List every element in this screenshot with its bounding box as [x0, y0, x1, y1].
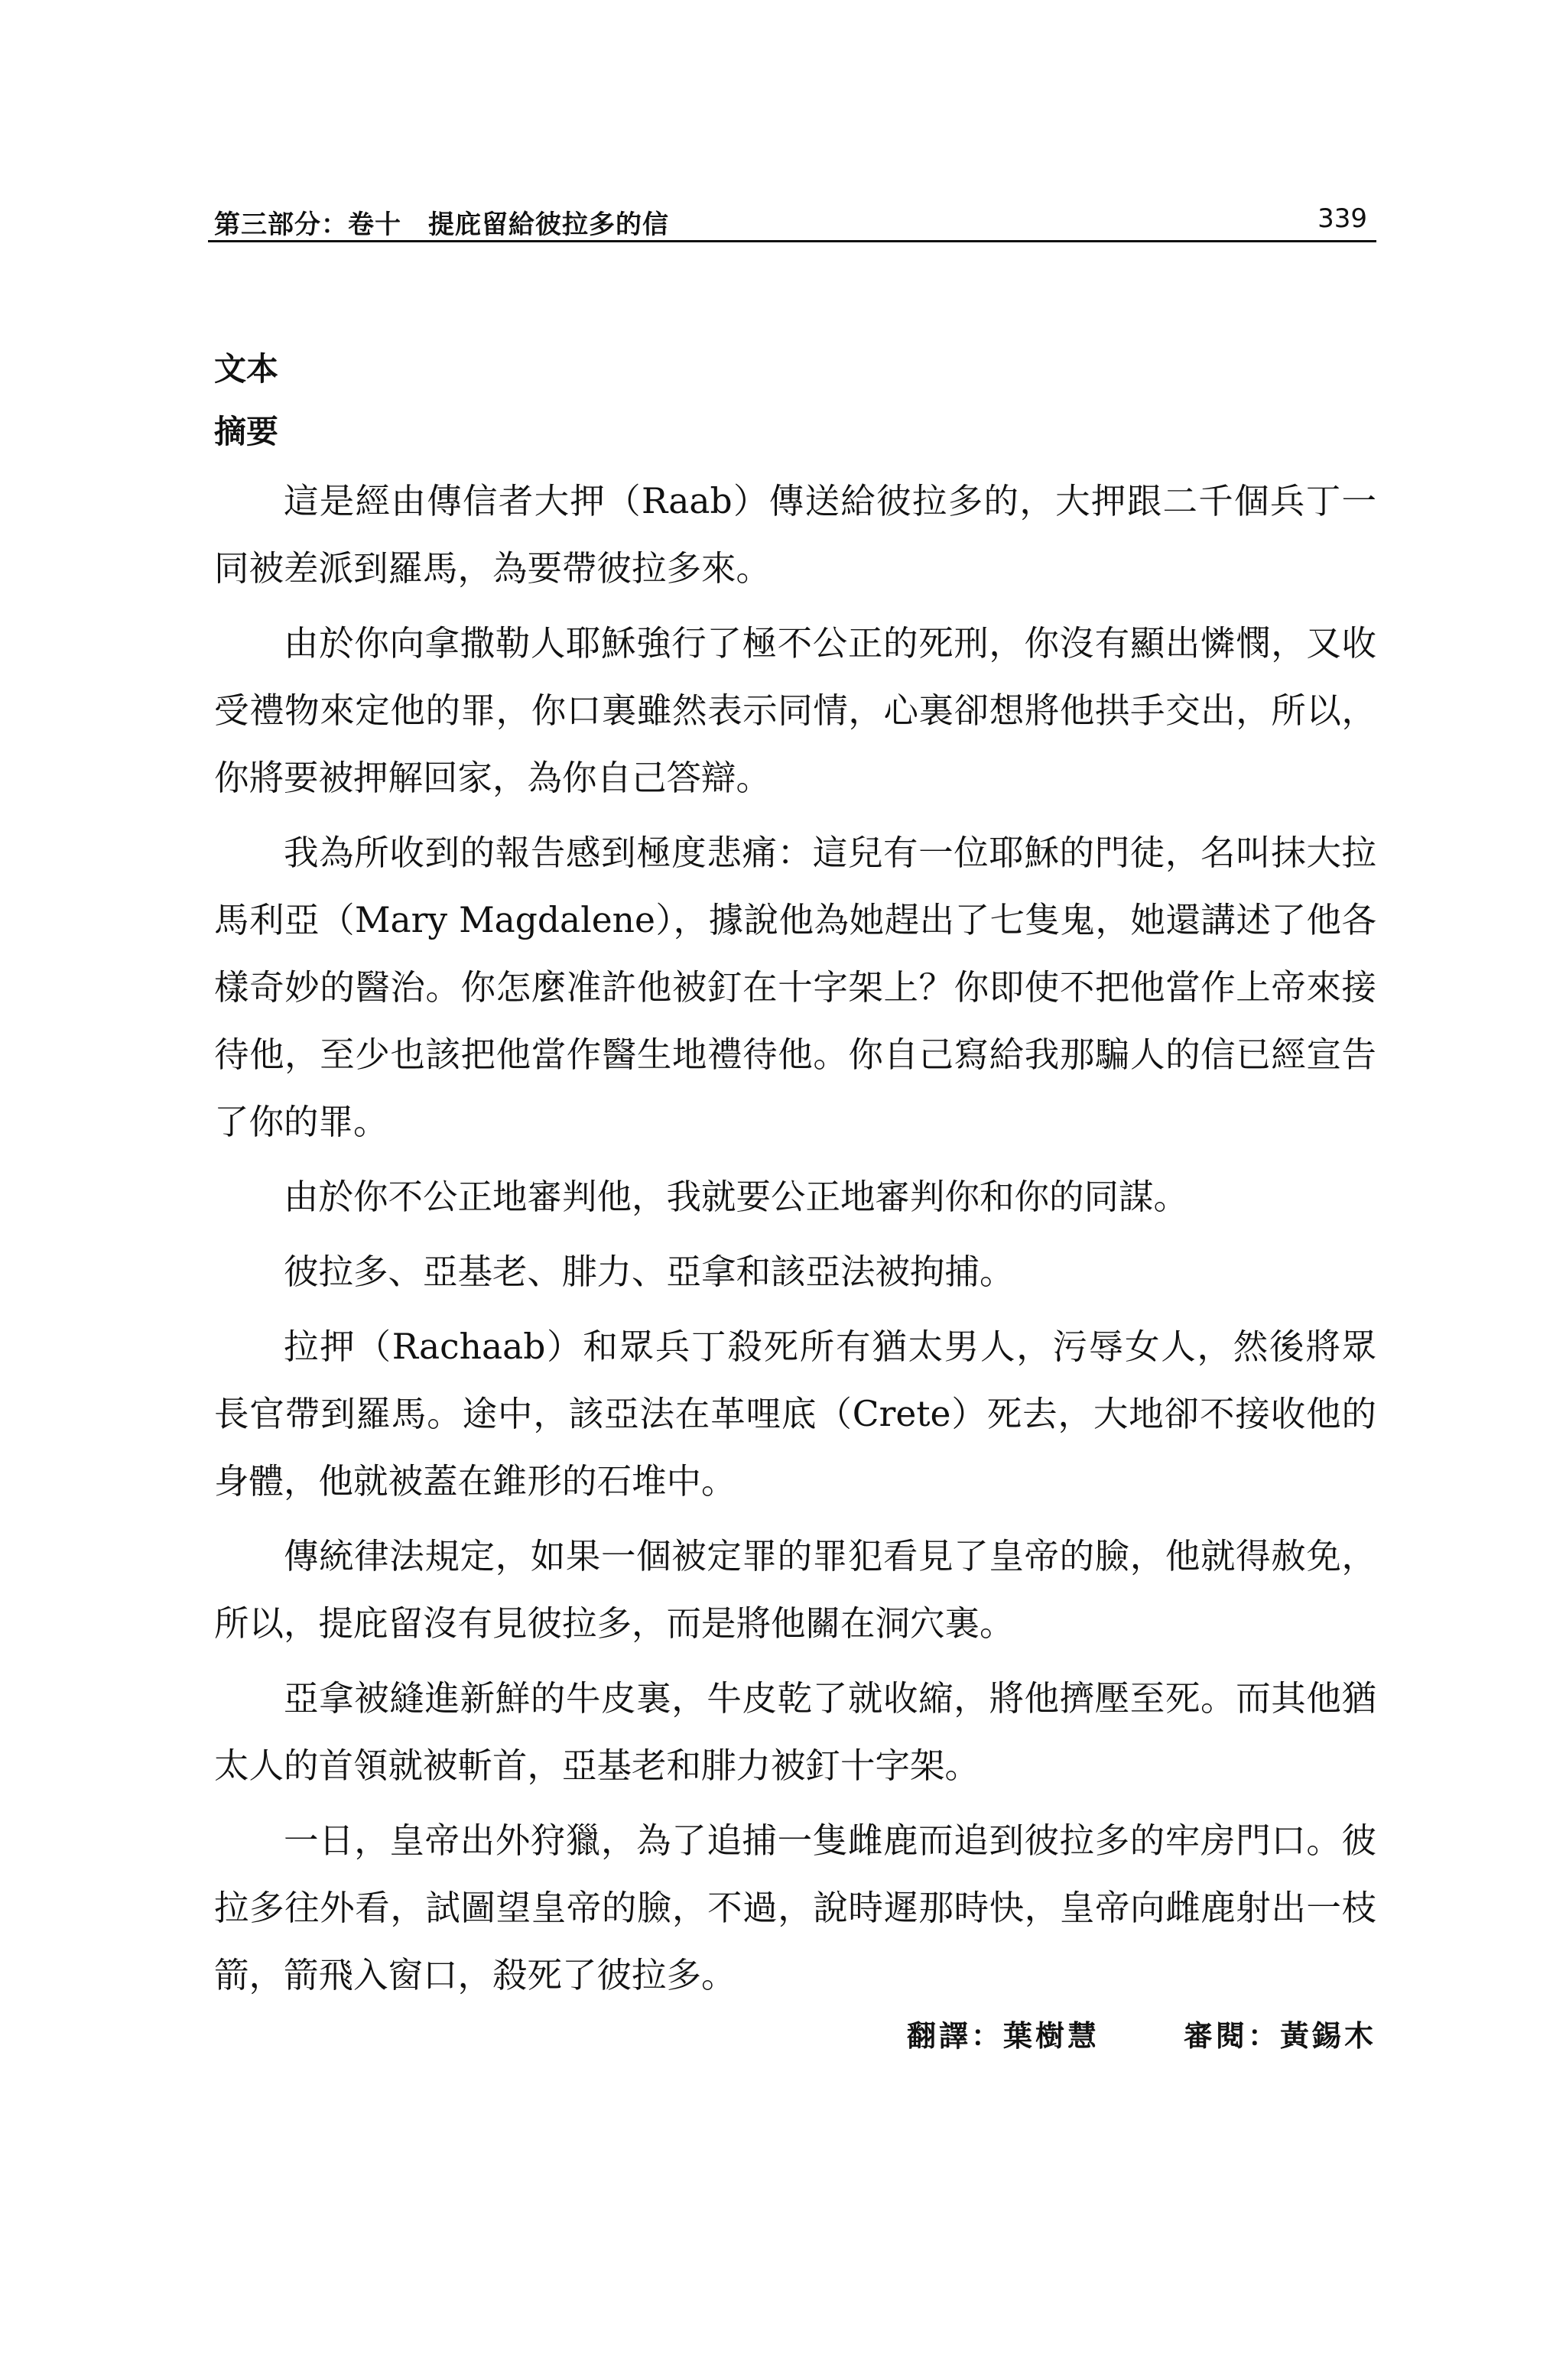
paragraph-2: 由於你向拿撒勒人耶穌強行了極不公正的死刑，你沒有顯出憐憫，又收受禮物來定他的罪，你口裏雖然表示同情，心裏卻想將他拱手交出，所以，你將要被押解回家，為你自己答辯。 [214, 623, 1376, 798]
paragraph-5: 彼拉多、亞基老、腓力、亞拿和該亞法被拘捕。 [284, 1252, 1015, 1292]
paragraph-9: 一日，皇帝出外狩獵，為了追捕一隻雌鹿而追到彼拉多的牢房門口。彼拉多往外看，試圖望皇帝的臉，不過，說時遲那時快，皇帝向雌鹿射出一枝箭，箭飛入窗口，殺死了彼拉多。 [214, 1820, 1376, 1995]
paragraph-6: 拉押（Rachaab）和眾兵丁殺死所有猶太男人，污辱女人，然後將眾長官帶到羅馬。途中，該亞法在革哩底（Crete）死去，大地卻不接收他的身體，他就被蓋在錐形的石堆中。 [214, 1326, 1376, 1502]
body-text [214, 468, 1376, 2017]
section-heading-summary: 摘要 [214, 413, 279, 450]
paragraph-3: 我為所收到的報告感到極度悲痛：這兒有一位耶穌的門徒，名叫抹大拉馬利亞（Mary Magdalene），據說他為她趕出了七隻鬼，她還講述了他各樣奇妙的醫治。你怎麼准許他被釘在十字架上？你即使不把他當作上帝來接待他，至少也該把他當作醫生地禮待他。你自己寫給我那騙人的信已經宣告了你的罪。 [214, 833, 1376, 1142]
section-heading-text: 文本 [214, 350, 279, 388]
running-header [208, 200, 1376, 242]
paragraph-8: 亞拿被縫進新鮮的牛皮裏，牛皮乾了就收縮，將他擠壓至死。而其他猶太人的首領就被斬首，亞基老和腓力被釘十字架。 [214, 1678, 1376, 1786]
translator-credit: 翻譯：葉樹慧 [906, 2019, 1100, 2053]
paragraph-1: 這是經由傳信者大押（Raab）傳送給彼拉多的，大押跟二千個兵丁一同被差派到羅馬，為要帶彼拉多來。 [214, 481, 1376, 589]
credits-line [907, 2012, 1376, 2054]
chapter-title: 第三部分：卷十 提庇留給彼拉多的信 [214, 209, 669, 240]
page-number: 339 [1317, 203, 1367, 234]
paragraph-4: 由於你不公正地審判他，我就要公正地審判你和你的同謀。 [284, 1177, 1189, 1217]
reviewer-credit: 審閱：黃錫木 [1183, 2019, 1376, 2053]
paragraph-7: 傳統律法規定，如果一個被定罪的罪犯看見了皇帝的臉，他就得赦免，所以，提庇留沒有見彼拉多，而是將他關在洞穴裏。 [214, 1536, 1376, 1644]
